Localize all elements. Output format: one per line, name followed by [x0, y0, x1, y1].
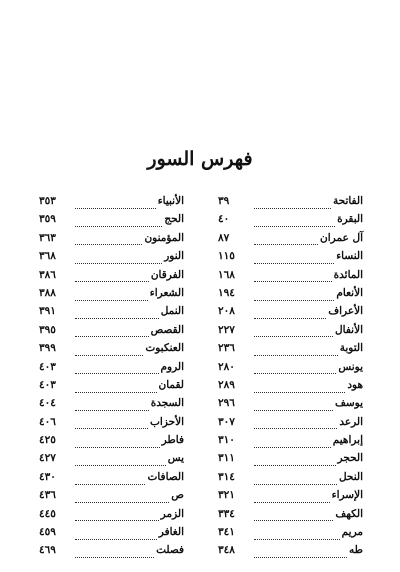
page-number: ٢٣٦ — [218, 342, 235, 355]
page-number: ٣٩١ — [39, 305, 56, 318]
list-item — [218, 397, 363, 415]
leader-dots — [254, 512, 333, 521]
page-number: ٤٠٤ — [39, 397, 56, 410]
page-number: ٣٦٨ — [39, 250, 56, 263]
leader-dots — [254, 531, 340, 540]
list-item — [39, 379, 184, 397]
leader-dots — [254, 476, 337, 485]
surah-name: العنكبوت — [145, 342, 184, 355]
list-item — [218, 508, 363, 526]
leader-dots — [254, 310, 326, 319]
page-number: ٣٢١ — [218, 489, 235, 502]
surah-name: طه — [349, 544, 363, 557]
page-number: ٣٤١ — [218, 526, 235, 539]
leader-dots — [254, 420, 337, 429]
surah-name: الفاتحة — [333, 195, 363, 207]
leader-dots — [254, 384, 345, 393]
page-number: ٤٠٦ — [39, 415, 56, 428]
list-item — [39, 434, 184, 452]
surah-name: يونس — [338, 360, 363, 373]
list-item — [39, 397, 184, 415]
list-item — [39, 324, 184, 342]
leader-dots — [254, 236, 318, 245]
surah-list-right — [218, 195, 363, 563]
surah-name: المؤمنون — [144, 231, 184, 244]
surah-name: المائدة — [333, 268, 363, 281]
page-number: ٣٦٣ — [39, 231, 56, 244]
page-number: ٤٣٠ — [39, 470, 56, 483]
list-item — [39, 361, 184, 379]
page-number: ٣٥٩ — [39, 213, 56, 226]
list-item — [218, 269, 363, 287]
surah-list-left — [39, 195, 184, 563]
surah-name: فاطر — [161, 434, 184, 447]
surah-name: الكهف — [335, 507, 363, 520]
list-item — [218, 361, 363, 379]
list-item — [39, 287, 184, 305]
surah-name: الغافر — [158, 526, 184, 539]
surah-name: الحجر — [337, 452, 363, 465]
list-item — [218, 434, 363, 452]
list-item — [218, 544, 363, 562]
leader-dots — [75, 420, 148, 429]
leader-dots — [75, 476, 145, 485]
leader-dots — [75, 218, 162, 227]
list-item — [39, 489, 184, 507]
list-item — [39, 526, 184, 544]
page-number: ٢٨٩ — [218, 378, 235, 391]
page-number: ٣١٤ — [218, 470, 235, 483]
page-number: ١٦٨ — [218, 268, 235, 281]
list-item — [218, 287, 363, 305]
leader-dots — [75, 494, 169, 503]
page-number: ٣٨٦ — [39, 268, 56, 281]
list-item — [39, 269, 184, 287]
leader-dots — [75, 292, 148, 301]
list-item — [39, 250, 184, 268]
page-number: ٣٣٤ — [218, 507, 235, 520]
surah-name: القصص — [150, 323, 184, 336]
page-number: ٣٠٧ — [218, 415, 235, 428]
leader-dots — [254, 365, 336, 374]
list-item — [39, 342, 184, 360]
list-item — [39, 544, 184, 562]
surah-name: يس — [167, 452, 184, 465]
page-number: ٣١١ — [218, 452, 235, 465]
surah-name: النساء — [336, 250, 363, 263]
page-number: ٢٩٦ — [218, 397, 235, 410]
leader-dots — [75, 255, 162, 264]
list-item — [39, 416, 184, 434]
list-item — [39, 508, 184, 526]
page-title: فهرس السور — [147, 148, 253, 170]
page-number: ٤٠٣ — [39, 378, 56, 391]
page-number: ١١٥ — [218, 250, 235, 263]
list-item — [218, 195, 363, 213]
page-number: ٨٧ — [218, 231, 230, 244]
surah-name: الأحزاب — [150, 415, 184, 428]
surah-name: الرعد — [339, 415, 363, 428]
page-number: ٤٦٩ — [39, 544, 56, 557]
surah-name: الأنفال — [335, 323, 363, 336]
leader-dots — [254, 494, 330, 503]
surah-name: الزمر — [160, 507, 184, 520]
leader-dots — [75, 439, 160, 448]
leader-dots — [75, 457, 166, 466]
leader-dots — [254, 218, 335, 227]
surah-name: يوسف — [334, 397, 363, 410]
page-number: ١٩٤ — [218, 286, 235, 299]
surah-name: الروم — [160, 360, 184, 373]
surah-name: الأنبياء — [157, 195, 184, 207]
leader-dots — [254, 255, 334, 264]
list-item — [39, 305, 184, 323]
list-item — [39, 471, 184, 489]
list-item — [218, 379, 363, 397]
leader-dots — [254, 200, 331, 209]
leader-dots — [75, 310, 159, 319]
leader-dots — [75, 384, 157, 393]
leader-dots — [254, 328, 333, 337]
list-item — [218, 416, 363, 434]
list-item — [218, 232, 363, 250]
page-number: ٤٥٩ — [39, 526, 56, 539]
leader-dots — [254, 549, 347, 558]
list-item — [218, 471, 363, 489]
page-number: ٣٥٣ — [39, 195, 56, 207]
page-number: ٤٠٣ — [39, 360, 56, 373]
surah-name: لقمان — [158, 378, 184, 391]
list-item — [218, 324, 363, 342]
list-item — [218, 342, 363, 360]
leader-dots — [75, 549, 154, 558]
surah-name: السجدة — [150, 397, 184, 410]
list-item — [39, 213, 184, 231]
page-number: ٣٩٥ — [39, 323, 56, 336]
list-item — [39, 452, 184, 470]
list-item — [218, 305, 363, 323]
leader-dots — [75, 512, 159, 521]
surah-name: الإسراء — [331, 489, 363, 502]
leader-dots — [75, 236, 142, 245]
leader-dots — [254, 292, 334, 301]
list-item — [218, 526, 363, 544]
surah-name: الشعراء — [149, 286, 184, 299]
page-number: ٣٨٨ — [39, 286, 56, 299]
page-number: ٣٤٨ — [218, 544, 235, 557]
surah-name: النحل — [338, 470, 363, 483]
leader-dots — [75, 328, 149, 337]
surah-name: الأعراف — [328, 305, 363, 318]
surah-name: النمل — [160, 305, 184, 318]
surah-name: هود — [347, 378, 363, 391]
surah-name: التوبة — [339, 342, 363, 355]
surah-name: فصلت — [156, 544, 184, 557]
page-number: ٤٤٥ — [39, 507, 56, 520]
leader-dots — [75, 200, 156, 209]
leader-dots — [254, 457, 336, 466]
list-item — [218, 250, 363, 268]
list-item — [218, 489, 363, 507]
leader-dots — [254, 439, 331, 448]
surah-name: إبراهيم — [332, 434, 363, 447]
surah-name: الحج — [164, 213, 184, 226]
surah-name: النور — [164, 250, 184, 263]
leader-dots — [254, 402, 333, 411]
page-number: ٣١٠ — [218, 434, 235, 447]
page-number: ٣٩٩ — [39, 342, 56, 355]
surah-name: الفرقان — [150, 268, 184, 281]
leader-dots — [254, 273, 332, 282]
list-item — [39, 195, 184, 213]
page-number: ٢٢٧ — [218, 323, 235, 336]
surah-name: مريم — [341, 526, 363, 539]
leader-dots — [75, 273, 149, 282]
surah-name: آل عمران — [320, 231, 363, 244]
surah-name: الأنعام — [336, 286, 363, 299]
list-item — [218, 452, 363, 470]
page-number: ٤٢٧ — [39, 452, 56, 465]
leader-dots — [75, 531, 157, 540]
leader-dots — [254, 347, 338, 356]
surah-name: الصافات — [147, 470, 184, 483]
list-item — [39, 232, 184, 250]
page-number: ٤٣٦ — [39, 489, 56, 502]
page-number: ٢٠٨ — [218, 305, 235, 318]
surah-name: البقرة — [337, 213, 363, 226]
page-number: ٣٩ — [218, 195, 230, 207]
list-item — [218, 213, 363, 231]
surah-name: ص — [171, 489, 184, 502]
leader-dots — [75, 402, 149, 411]
page-number: ٤٢٥ — [39, 434, 56, 447]
page-number: ٢٨٠ — [218, 360, 235, 373]
page-number: ٤٠ — [218, 213, 230, 226]
leader-dots — [75, 347, 143, 356]
leader-dots — [75, 365, 159, 374]
